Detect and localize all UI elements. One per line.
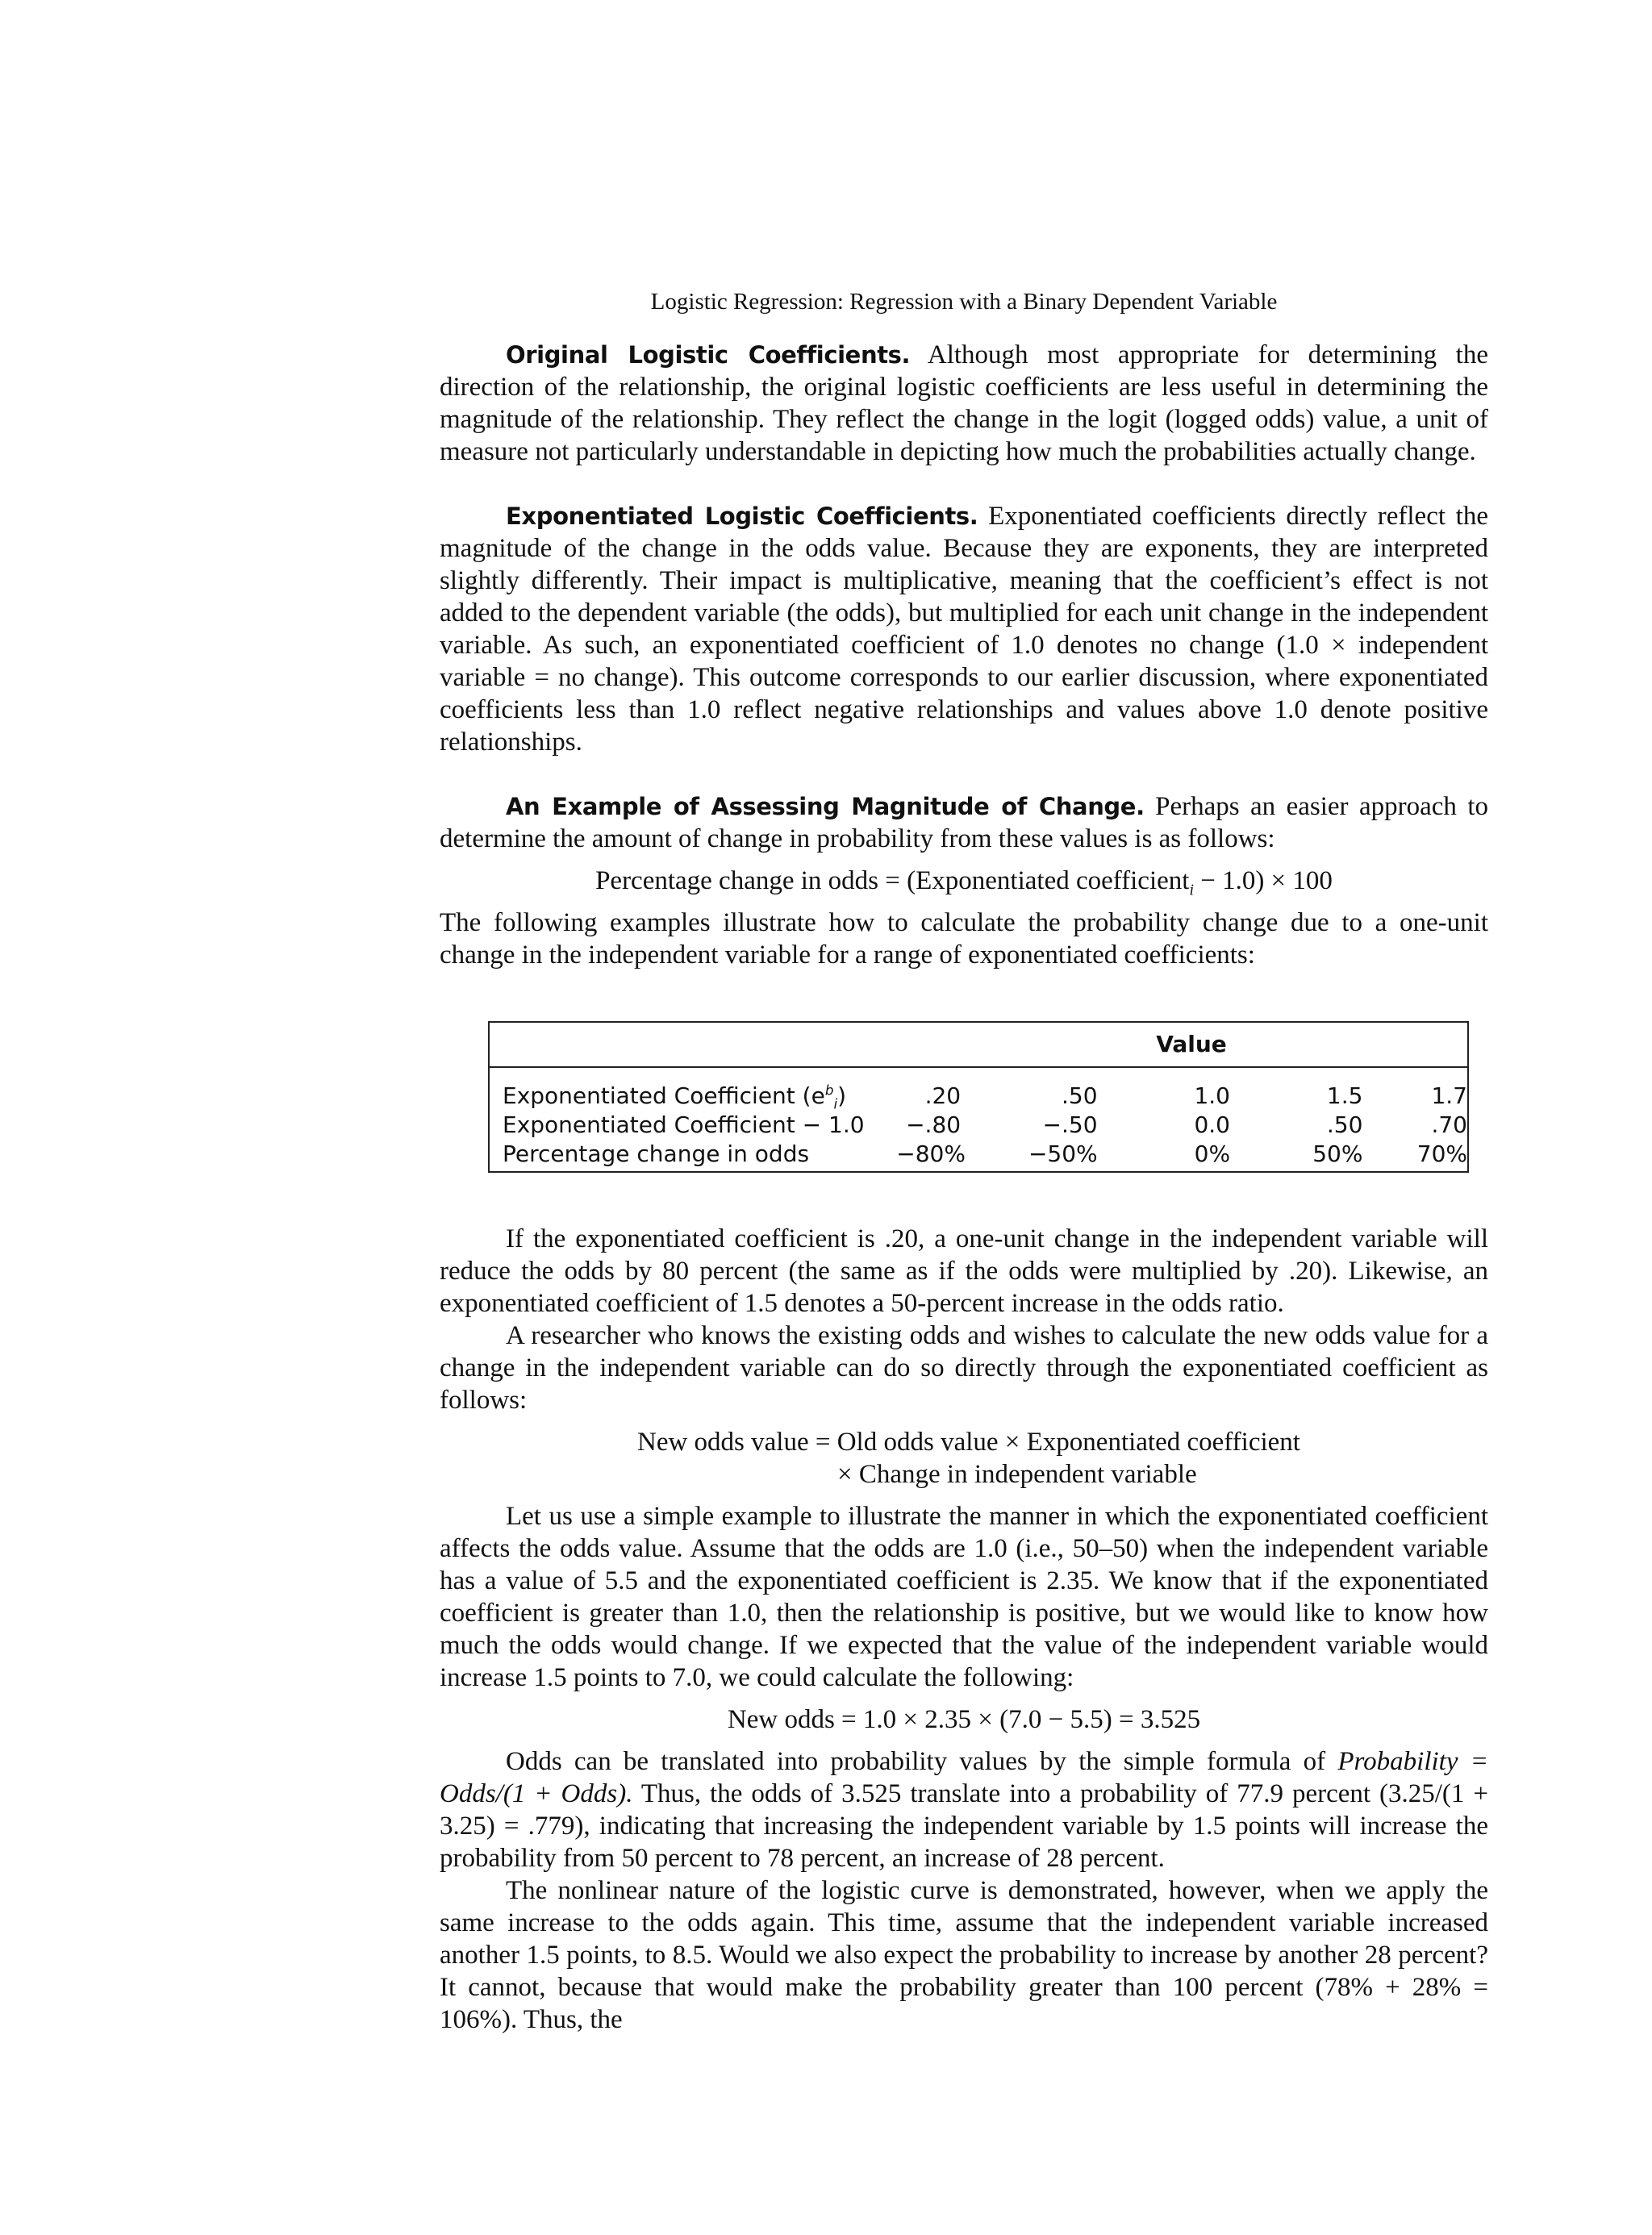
paragraph-original-coefficients bbox=[440, 339, 1488, 468]
table-header bbox=[490, 1023, 1467, 1068]
table-cell: .20 bbox=[924, 1082, 962, 1109]
table-cell: −.50 bbox=[1042, 1111, 1098, 1138]
paragraph-nonlinear: The nonlinear nature of the logistic curve is demonstrated, however, when we apply the same increase to the odds again. This time, assume that the independent variable increased another 1.5 points, to 8.5. Would we also expect the probability to increase by another 28 percent? It cannot, because that would make the probability greater than 100 percent (78% + 28% = 106%). Thus, the bbox=[440, 1876, 1488, 2034]
table-header-value: Value bbox=[1156, 1031, 1227, 1057]
coefficient-table bbox=[488, 1021, 1469, 1173]
body-text bbox=[440, 339, 1488, 2036]
table-cell: 1.5 bbox=[1326, 1082, 1363, 1109]
table-cell: 70% bbox=[1416, 1140, 1467, 1167]
section-heading-original: Original Logistic Coefficients. bbox=[506, 341, 911, 369]
table-cell: .70 bbox=[1431, 1111, 1467, 1138]
row-label: Percentage change in odds bbox=[503, 1140, 810, 1167]
paragraph-odds-probability: Odds can be translated into probability values by the simple formula of Probability = Odds/(1 + Odds). Thus, the odds of 3.525 translate into a probability of 77.9 percent (3.25/(1 + 3.25) = .779), indicating that increasing the independent variable by 1.5 points will increase the probability from 50 percent to 78 percent, an increase of 28 percent. bbox=[440, 1747, 1488, 1873]
section-heading-exponentiated: Exponentiated Logistic Coefficients. bbox=[506, 502, 978, 530]
running-head: Logistic Regression: Regression with a Binary Dependent Variable bbox=[650, 289, 1278, 315]
probability-formula: Probability = Odds/(1 + Odds). bbox=[440, 1747, 1488, 1808]
equation-percentage-change: Percentage change in odds = (Exponentiated coefficient$_i$ − 1.0) × 100 bbox=[595, 866, 1333, 899]
table-cell: 50% bbox=[1312, 1140, 1363, 1167]
paragraph-examples-intro: The following examples illustrate how to calculate the probability change due to a one-unit change in the independent variable for a range of exponentiated coefficients: bbox=[440, 908, 1488, 969]
equation-new-odds: New odds = 1.0 × 2.35 × (7.0 − 5.5) = 3.525 bbox=[727, 1705, 1201, 1734]
paragraph-exponentiated-coefficients bbox=[440, 500, 1488, 758]
table-cell: .50 bbox=[1062, 1082, 1098, 1109]
paragraph-text: Although most appropriate for determining the direction of the relationship, the original logistic coefficients are less useful in determining the magnitude of the relationship. They reflect the change in the logit (logged odds) value, a unit of measure not particularly understandable in depicting how much the probabilities actually change. bbox=[440, 340, 1488, 466]
row-label: Exponentiated Coefficient $(e^b_i)$ bbox=[503, 1082, 847, 1112]
paragraph-let-us: Let us use a simple example to illustrate the manner in which the exponentiated coefficient affects the odds value. Assume that the odds are 1.0 (i.e., 50–50) when the independent variable has a value of 5.5 and the exponentiated coefficient is 2.35. We know that if the exponentiated coefficient is greater than 1.0, then the relationship is positive, but we would like to know how much the odds would change. If we expected that the value of the independent variable would increase 1.5 points to 7.0, we could calculate the following: bbox=[440, 1502, 1488, 1692]
table-row bbox=[490, 1139, 1467, 1168]
table-row bbox=[490, 1081, 1467, 1110]
table-cell: 0% bbox=[1194, 1140, 1231, 1167]
table-cell: −.80 bbox=[906, 1111, 962, 1138]
table-cell: 0.0 bbox=[1194, 1111, 1230, 1138]
table-cell: 1.0 bbox=[1194, 1082, 1230, 1109]
table-cell: −50% bbox=[1028, 1140, 1098, 1167]
paragraph-text: Exponentiated coefficients directly reflect the magnitude of the change in the odds value. Because they are exponents, they are interpreted slightly differently. Their impact is multiplicative, meaning that the coefficient’s effect is not added to the dependent variable (the odds), but multiplied for each unit change in the independent variable. As such, an exponentiated coefficient of 1.0 denotes no change (1.0 × independent variable = no change). This outcome corresponds to our earlier discussion, where exponentiated coefficients less than 1.0 reflect negative relationships and values above 1.0 denote positive relationships. bbox=[440, 502, 1488, 757]
table-cell: .50 bbox=[1326, 1111, 1363, 1138]
table-cell: 1.7 bbox=[1431, 1082, 1467, 1109]
section-heading-example: An Example of Assessing Magnitude of Change. bbox=[506, 793, 1145, 820]
table-body bbox=[490, 1068, 1467, 1171]
paragraph-researcher: A researcher who knows the existing odds and wishes to calculate the new odds value for a change in the independent variable can do so directly through the exponentiated coefficient as follows: bbox=[440, 1321, 1488, 1415]
equation-new-odds-value: New odds value = Old odds value × Exponentiated coefficient × Change in independent variable bbox=[637, 1428, 1300, 1489]
table-cell: −80% bbox=[896, 1140, 966, 1167]
table-row bbox=[490, 1110, 1467, 1139]
paragraph-example bbox=[440, 790, 1488, 855]
row-label: Exponentiated Coefficient − 1.0 bbox=[503, 1111, 865, 1138]
paragraph-if: If the exponentiated coefficient is .20, a one-unit change in the independent variable will reduce the odds by 80 percent (the same as if the odds were multiplied by .20). Likewise, an exponentiated coefficient of 1.5 denotes a 50-percent increase in the odds ratio. bbox=[440, 1224, 1488, 1318]
paragraph-text: Perhaps an easier approach to determine the amount of change in probability from these values is as follows: bbox=[440, 792, 1488, 853]
